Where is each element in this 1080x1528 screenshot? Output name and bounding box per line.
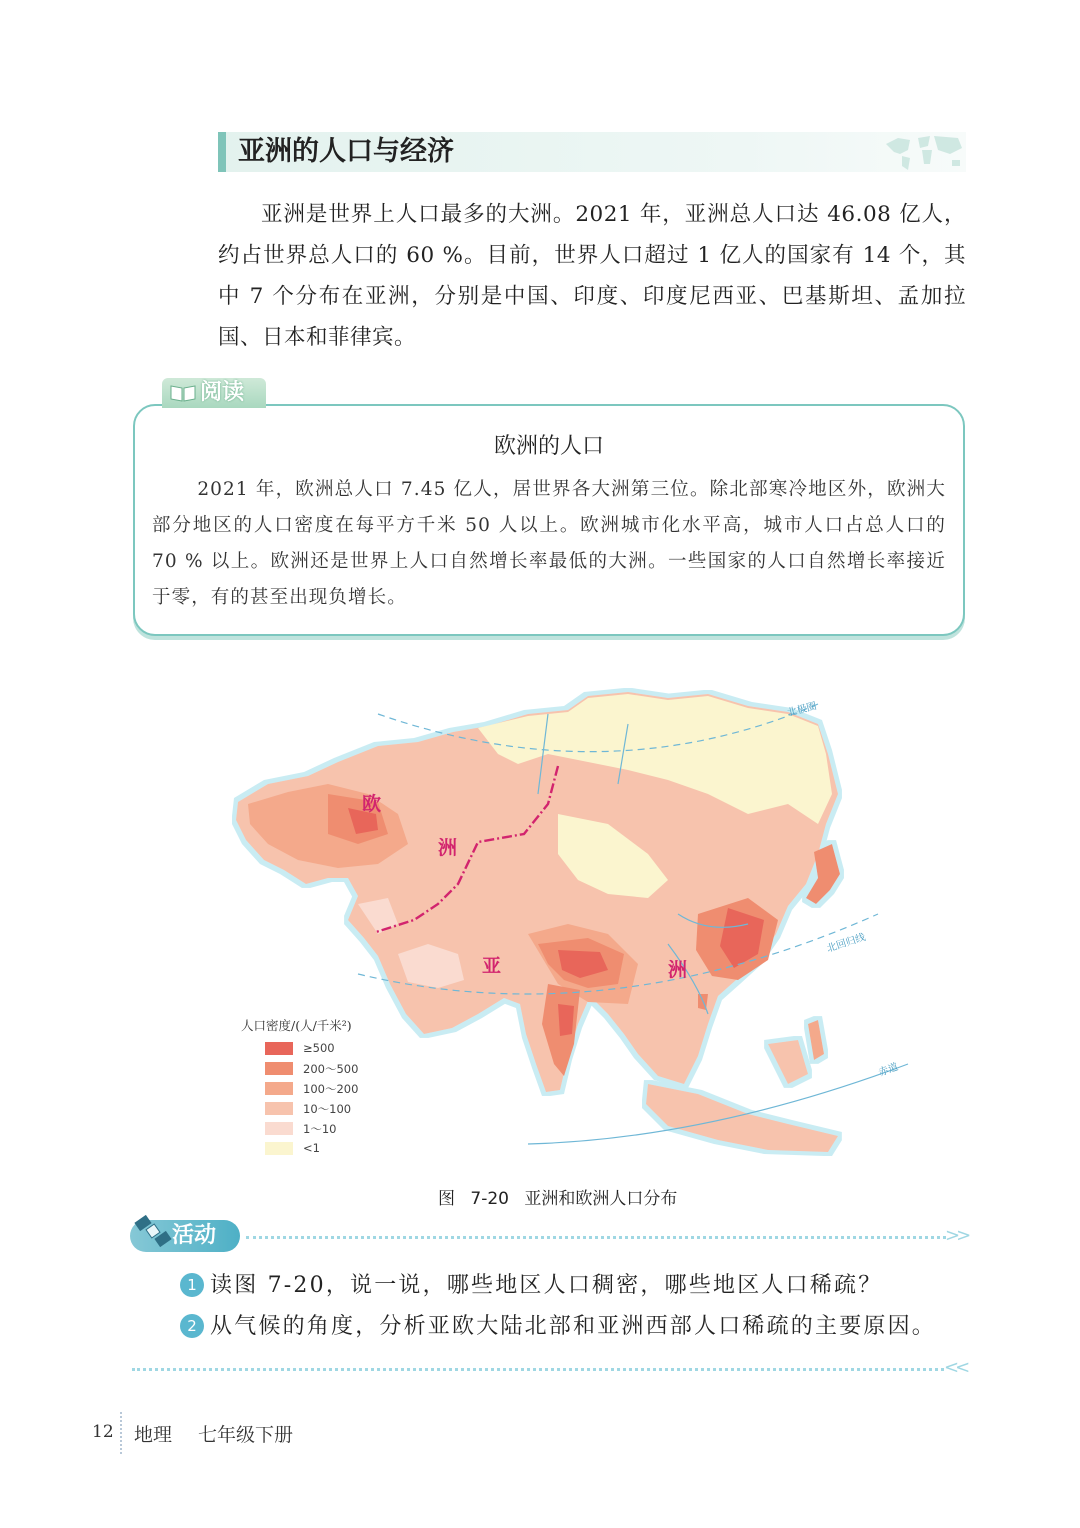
map-label-arctic-circle: 北极圈 — [786, 700, 818, 719]
legend-swatch — [265, 1122, 293, 1135]
activity-divider-top — [246, 1236, 946, 1239]
activity-item-number: 1 — [180, 1273, 204, 1297]
legend-title: 人口密度/(人/千米²) — [241, 1018, 352, 1033]
intro-paragraph: 亚洲是世界上人口最多的大洲。2021 年，亚洲总人口达 46.08 亿人，约占世界总人口的 60 %。目前，世界人口超过 1 亿人的国家有 14 个，其中 7 个分布在亚洲，分别是中国、印度、印度尼西亚、巴基斯坦、孟加拉国、日本和菲律宾。 — [218, 202, 966, 350]
legend-label: ≥500 — [303, 1041, 335, 1055]
world-map-icon — [880, 130, 966, 174]
legend-label: 10～100 — [303, 1102, 352, 1116]
reading-badge-label: 阅读 — [200, 380, 245, 405]
legend-swatch — [265, 1042, 293, 1055]
footer-separator — [120, 1412, 122, 1454]
legend-label: 1～10 — [303, 1122, 337, 1136]
double-chevron-left-icon: << — [944, 1357, 967, 1378]
legend-label: <1 — [303, 1141, 320, 1155]
legend-label: 100～200 — [303, 1082, 359, 1096]
footer-subject: 地理 — [134, 1424, 173, 1446]
section-header-bar — [218, 132, 226, 172]
double-chevron-right-icon: >> — [945, 1225, 968, 1246]
activity-item-text: 从气候的角度，分析亚欧大陆北部和亚洲西部人口稀疏的主要原因。 — [210, 1314, 937, 1339]
legend-swatch — [265, 1062, 293, 1075]
satellite-icon — [130, 1212, 174, 1256]
footer-grade: 七年级下册 — [198, 1424, 294, 1446]
page-number: 12 — [92, 1422, 114, 1442]
activity-item-number: 2 — [180, 1314, 204, 1338]
section-title: 亚洲的人口与经济 — [238, 136, 454, 167]
activity-item — [180, 1312, 936, 1342]
map-label-europe-1: 欧 — [362, 793, 382, 815]
reading-title: 欧洲的人口 — [493, 434, 604, 459]
map-label-equator: 赤道 — [877, 1061, 900, 1079]
legend-swatch — [265, 1102, 293, 1115]
legend-swatch — [265, 1082, 293, 1095]
book-icon — [170, 384, 196, 402]
activity-item-text: 读图 7-20，说一说，哪些地区人口稠密，哪些地区人口稀疏？ — [210, 1273, 883, 1298]
map-label-asia-2: 洲 — [668, 959, 688, 981]
map-label-asia-1: 亚 — [482, 955, 502, 977]
reading-text: 2021 年，欧洲总人口 7.45 亿人，居世界各大洲第三位。除北部寒冷地区外，欧洲大部分地区的人口密度在每平方千米 50 人以上。欧洲城市化水平高，城市人口占总人口的 70 % 以上。欧洲还是世界上人口自然增长率最低的大洲。一些国家的人口自然增长率接近于零，有的甚至出现负增长。 — [152, 479, 946, 608]
map-label-europe-2: 洲 — [438, 837, 458, 859]
figure-caption: 图 7-20 亚洲和欧洲人口分布 — [438, 1189, 678, 1209]
legend-swatch — [265, 1142, 293, 1155]
activity-divider-bottom — [132, 1368, 944, 1371]
activity-item — [180, 1271, 882, 1301]
activity-badge-label: 活动 — [172, 1223, 217, 1248]
map-label-tropic: 北回归线 — [825, 932, 867, 955]
legend-label: 200～500 — [303, 1062, 359, 1076]
